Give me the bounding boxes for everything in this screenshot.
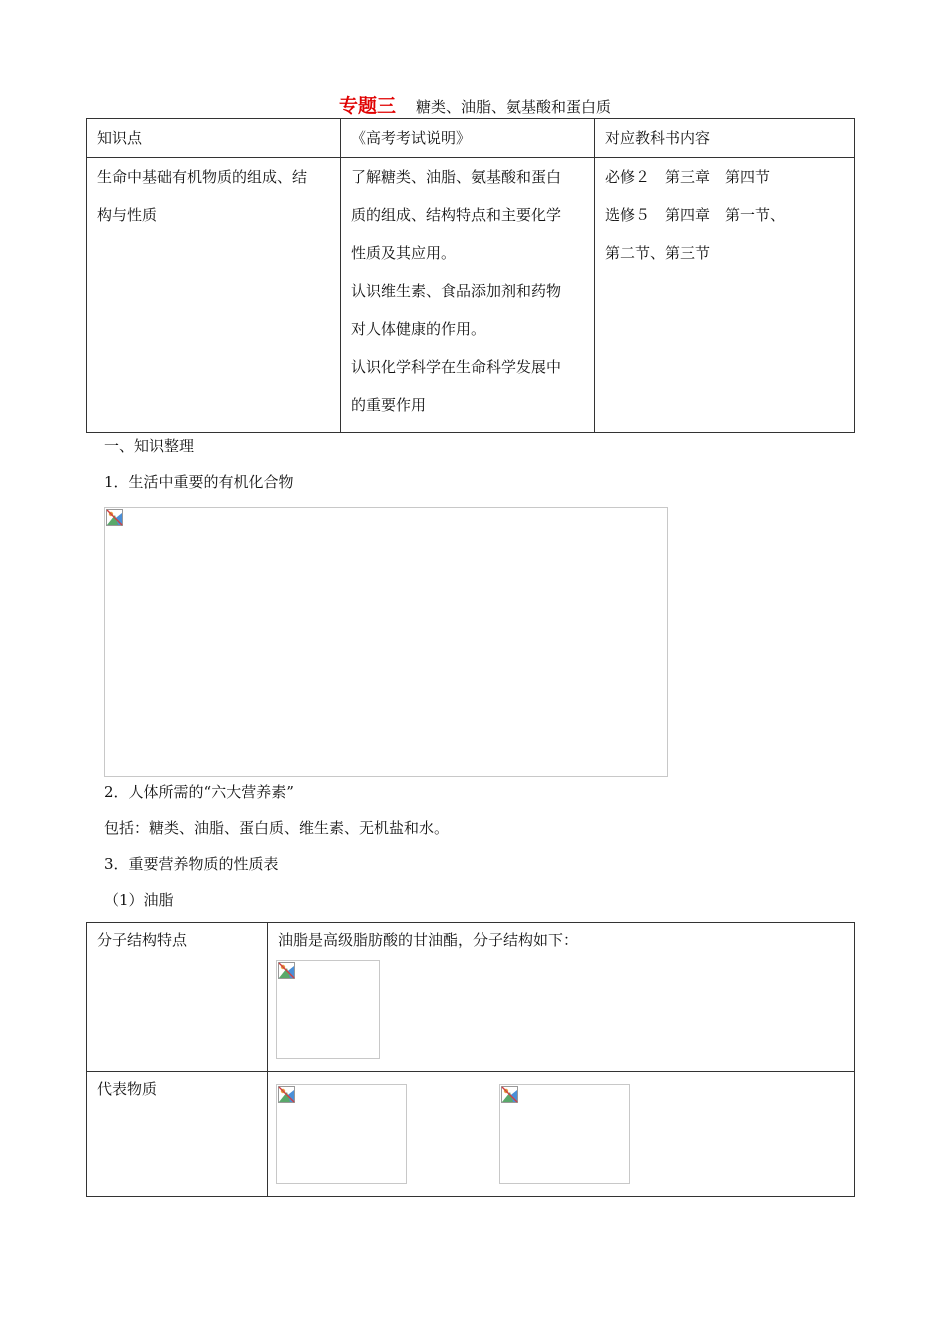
syllabus-table xyxy=(86,118,855,433)
nutrients-list: 包括：糖类、油脂、蛋白质、维生素、无机盐和水。 xyxy=(104,819,450,837)
table-row xyxy=(87,923,855,1072)
text-line: 认识维生素、食品添加剂和药物 xyxy=(351,282,562,300)
text-line: 质的组成、结构特点和主要化学 xyxy=(351,206,562,224)
fat-properties-table xyxy=(86,922,855,1197)
structure-description: 油脂是高级脂肪酸的甘油酯，分子结构如下： xyxy=(278,931,579,949)
cell-knowledge xyxy=(87,158,341,433)
image-placeholder xyxy=(499,1084,630,1184)
broken-image-icon xyxy=(501,1086,518,1103)
header-knowledge: 知识点 xyxy=(87,119,341,158)
table-row xyxy=(87,1072,855,1197)
section-heading-2: 1．生活中重要的有机化合物 xyxy=(104,473,294,491)
section-heading-3: 2．人体所需的“六大营养素” xyxy=(104,783,294,801)
text-line: 的重要作用 xyxy=(351,396,427,414)
header-exam-guide: 《高考考试说明》 xyxy=(341,119,595,158)
header-textbook: 对应教科书内容 xyxy=(595,119,855,158)
text-line: 构与性质 xyxy=(97,206,158,224)
table-header-row xyxy=(87,119,855,158)
broken-image-icon xyxy=(278,1086,295,1103)
text-line: 性质及其应用。 xyxy=(351,244,457,262)
text-line: 了解糖类、油脂、氨基酸和蛋白 xyxy=(351,168,562,186)
text-line: 对人体健康的作用。 xyxy=(351,320,487,338)
broken-image-icon xyxy=(278,962,295,979)
page-title xyxy=(0,92,950,121)
cell-representative-key: 代表物质 xyxy=(87,1072,268,1197)
cell-textbook xyxy=(595,158,855,433)
text-line: 第二节、第三节 xyxy=(605,244,711,262)
section-heading-4: 3．重要营养物质的性质表 xyxy=(104,855,279,873)
title-sub: 糖类、油脂、氨基酸和蛋白质 xyxy=(416,98,612,116)
image-placeholder xyxy=(104,507,668,777)
section-heading-1: 一、知识整理 xyxy=(104,437,195,455)
text-line: 认识化学科学在生命科学发展中 xyxy=(351,358,562,376)
image-placeholder xyxy=(276,960,380,1059)
cell-structure-value xyxy=(268,923,855,1072)
text-line: 选修５ 第四章 第一节、 xyxy=(605,206,786,224)
title-main: 专题三 xyxy=(338,95,396,117)
cell-structure-key: 分子结构特点 xyxy=(87,923,268,1072)
cell-representative-value xyxy=(268,1072,855,1197)
text-line: 必修２ 第三章 第四节 xyxy=(605,168,771,186)
table-row xyxy=(87,158,855,433)
text-line: 生命中基础有机物质的组成、结 xyxy=(97,168,308,186)
image-placeholder xyxy=(276,1084,407,1184)
cell-exam-guide xyxy=(341,158,595,433)
broken-image-icon xyxy=(106,509,123,526)
section-heading-5: （1）油脂 xyxy=(104,891,174,909)
